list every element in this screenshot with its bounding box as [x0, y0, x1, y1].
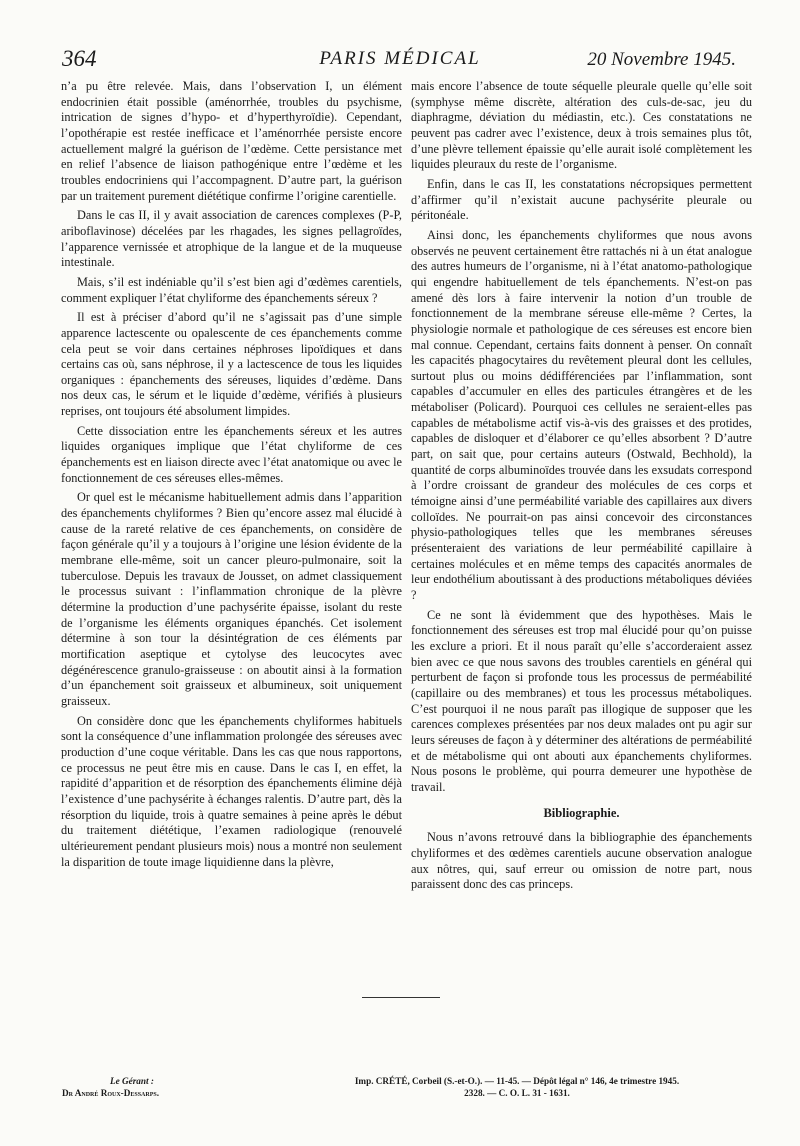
- imprint-line: 2328. — C. O. L. 31 - 1631.: [464, 1088, 570, 1098]
- paragraph: Or quel est le mécanisme habituellement admis dans l’apparition des épanchements chyliformes ? Bien qu’encore assez mal élucidé à cause de la rareté relative de ces épanchements, on considère de façon générale qu’il y a toujours à l’origine une lésion évidente de la membrane elle-même, soit un cancer pleuro-pulmonaire, soit la tuberculose. Depuis les travaux de Jousset, on admet classiquement le processus suivant : l’inflammation chronique de la plèvre détermine la production d’une pachysérite épaisse, isolant du reste de l’organisme les éléments organiques épanchés. Cet isolement détermine à son tour la désintégration de ces éléments par mortification aseptique et cytolyse des leucocytes avec dégénérescence granulo-graisseuse : on aboutit ainsi à la formation d’un épanchement soit graisseux et albumineux, soit uniquement graisseux.: [61, 490, 402, 708]
- gerant-name: Dr André Roux-Dessarps.: [62, 1088, 159, 1098]
- journal-title: PARIS MÉDICAL: [319, 48, 481, 69]
- bibliography-heading: Bibliographie.: [543, 805, 620, 820]
- imprint-line: Imp. CRÉTÉ, Corbeil (S.-et-O.). — 11-45. — Dépôt légal n° 146, 4e trimestre 1945.: [354, 1076, 680, 1086]
- paragraph: Cette dissociation entre les épanchements séreux et les autres liquides organiques implique que l’état chyliforme de ces épanchements est en liaison directe avec l’état anatomique ou avec le fonctionnement de ces séreuses elles-mêmes.: [61, 423, 402, 485]
- paragraph: On considère donc que les épanchements chyliformes habituels sont la conséquence d’une inflammation prolongée des séreuses avec production d’une coque véritable. Dans les cas que nous rapportons, ce processus ne peut être mis en cause. Dans le cas I, en effet, la rapidité d’apparition et de résorption des épanchements élimine déjà l’existence d’une pachysérite à échanges ralentis. D’autre part, dès la résorption du liquide, trois à quatre semaines à peine après le début du traitement diététique, l’examen radiologique (renouvelé ultérieurement pendant plusieurs mois) nous a montré non seulement la disparition de toute image liquidienne dans la plèvre,: [61, 713, 402, 869]
- page-number: 364: [62, 46, 97, 71]
- left-column: [61, 79, 402, 874]
- bibliography-text: Nous n’avons retrouvé dans la bibliographie des épanchements chyliformes et des œdèmes carentiels aucune observation analogue aux nôtres, qui, sauf erreur ou omission de notre part, nous paraissent donc des cas princeps.: [411, 830, 752, 892]
- issue-date: 20 Novembre 1945.: [587, 49, 736, 70]
- paragraph: Mais, s’il est indéniable qu’il s’est bien agi d’œdèmes carentiels, comment expliquer l’état chyliforme des épanchements séreux ?: [61, 274, 402, 305]
- paragraph: Il est à préciser d’abord qu’il ne s’agissait pas d’une simple apparence lactescente ou opalescente de ces épanchements comme cela peut se voir dans certaines néphroses lipoïdiques et dans certains cas où, sans néphrose, il y a lactescence de tous les liquides organiques : épanchements des séreuses, liquides d’œdème. Dans nos deux cas, le sérum et le liquide d’œdème, vérifiés à plusieurs reprises, ont toujours été absolument limpides.: [61, 310, 402, 419]
- right-column: [411, 79, 752, 897]
- footer-divider: [362, 997, 440, 998]
- footer-imprint: [300, 1075, 734, 1099]
- footer-gerant: [62, 1075, 262, 1099]
- paragraph: Ainsi donc, les épanchements chyliformes que nous avons observés ne peuvent certainement être rattachés ni à un état analogue des autres humeurs de l’organisme, ni à l’état anatomo-pathologique qui engendre habituellement de tels épanchements. N’est-on pas amené dès lors à faire intervenir la notion d’un trouble de fonctionnement de la membrane séreuse elle-même ? Certes, la physiologie normale et pathologique de ces séreuses est encore bien mal connue. Cependant, certains faits donnent à penser. On connaît les capacités phagocytaires du revêtement pleural dont les cellules, surtout plus ou moins dédifférenciées par l’inflammation, sont capables d’accumuler en elles des particules étrangères et de les métaboliser (Policard). Pourquoi ces cellules ne seraient-elles pas capables de métabolisme actif vis-à-vis des graisses et des protides, capables de disloquer et d’élaborer ce qu’elles absorbent ? D’autre part, on sait que, pour certains auteurs (Ostwald, Bechhold), la quantité de corps albuminoïdes trouvée dans les exsudats correspond à l’ordre croissant de grandeur des molécules de ces corps et témoigne ainsi d’une perméabilité variable des capillaires aux divers colloïdes. Ne pourrait-on pas ainsi concevoir des circonstances physio-pathologiques telles que les membranes séreuses présenteraient des variations de leur perméabilité capillaire à certaines molécules et en même temps des capacités anormales de leur endothélium aboutissant à des productions métaboliques déviées ?: [411, 227, 752, 602]
- paragraph: n’a pu être relevée. Mais, dans l’observation I, un élément endocrinien était possible (aménorrhée, troubles du psychisme, intrication de signes d’hypo- et d’hyperthyroïdie). Cependant, l’opothérapie est restée inefficace et l’aménorrhée persiste encore actuellement malgré la guérison de l’œdème. Cette persistance met en relief l’absence de liaison pathogénique entre l’œdème et les troubles endocriniens qui l’accompagnent. D’autre part, la guérison par un traitement purement diététique confirme l’origine carentielle.: [61, 79, 402, 203]
- page-header: [0, 0, 800, 78]
- paragraph: Enfin, dans le cas II, les constatations nécropsiques permettent d’affirmer qu’il n’existait aucune pachysérite pleurale ou péritonéale.: [411, 176, 752, 223]
- paragraph: mais encore l’absence de toute séquelle pleurale quelle qu’elle soit (symphyse même discrète, altération des culs-de-sac, jeu du diaphragme, déviation du médiastin, etc.). Ces constatations ne peuvent pas cadrer avec l’existence, deux à trois semaines plus tôt, d’une plèvre tellement épaissie qu’elle aurait isolé complètement les liquides pleuraux du reste de l’organisme.: [411, 79, 752, 172]
- paragraph: Dans le cas II, il y avait association de carences complexes (P-P, ariboflavinose) décelées par les rhagades, les signes pellagroïdes, l’apparence vernissée et atrophique de la langue et de la muqueuse intestinale.: [61, 208, 402, 270]
- paragraph: Ce ne sont là évidemment que des hypothèses. Mais le fonctionnement des séreuses est trop mal élucidé pour qu’on puisse les exclure a priori. Et il nous paraît qu’elle s’accorderaient assez bien avec ce que nous savons des troubles carentiels en général qui perturbent de façon si profonde tous les processus de perméabilité (capillaire ou des membranes) et tous les processus métaboliques. C’est pourquoi il ne nous paraît pas illogique de supposer que les carences complexes présentées par nos deux malades ont pu agir sur leurs séreuses de façon à y déterminer des altérations de perméabilité et de métabolisme qui ont abouti aux épanchements chyliformes. Nous posons le problème, qui pourra demeurer une hypothèse de travail.: [411, 607, 752, 794]
- gerant-label: Le Gérant :: [110, 1076, 154, 1086]
